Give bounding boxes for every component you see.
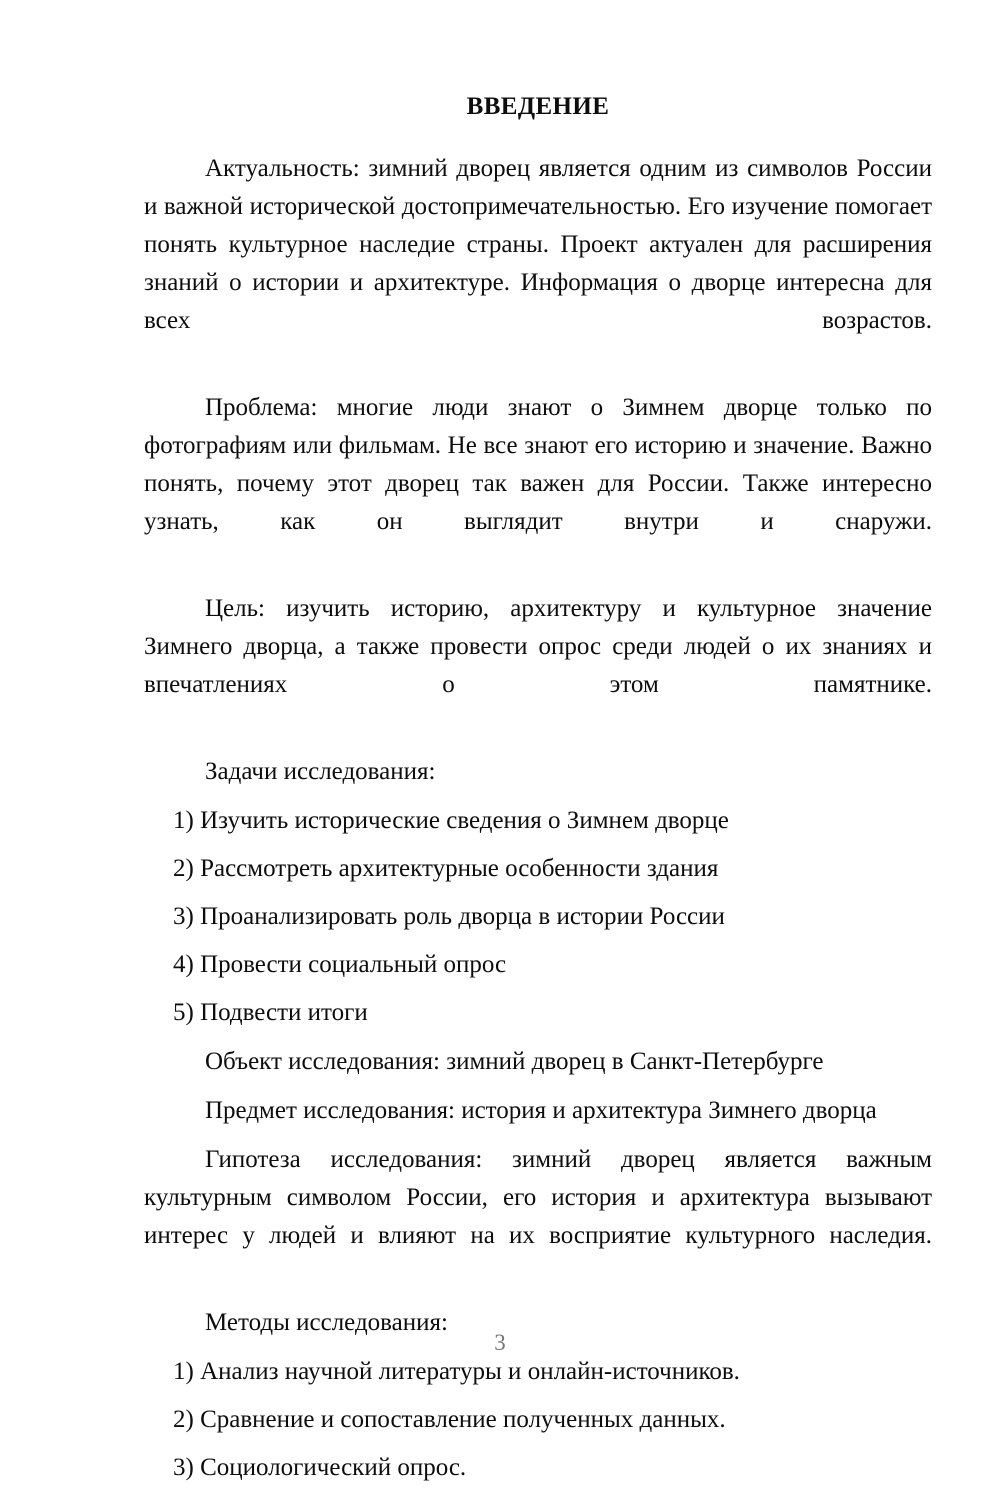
tasks-heading: Задачи исследования:	[205, 758, 436, 785]
list-item: 4) Провести социальный опрос	[173, 951, 507, 978]
page-title: ВВЕДЕНИЕ	[466, 93, 610, 120]
research-object: Объект исследования: зимний дворец в Санкт-Петербурге	[205, 1048, 824, 1075]
methods-heading: Методы исследования:	[205, 1309, 448, 1336]
list-item: 2) Сравнение и сопоставление полученных данных.	[173, 1406, 726, 1433]
paragraph-goal: Цель: изучить историю, архитектуру и культурное значение Зимнего дворца, а также провести опрос среди людей о их знаниях и впечатлениях о этом памятнике.	[144, 595, 932, 698]
research-subject: Предмет исследования: история и архитектура Зимнего дворца	[205, 1097, 877, 1124]
page-number: 3	[494, 1330, 506, 1355]
paragraph-hypothesis: Гипотеза исследования: зимний дворец является важным культурным символом России, его история и архитектура вызывают интерес у людей и влияют на их восприятие культурного наследия.	[144, 1146, 932, 1249]
list-item: 3) Социологический опрос.	[173, 1454, 467, 1481]
methods-list	[144, 1353, 932, 1487]
list-item: 5) Подвести итоги	[173, 999, 368, 1026]
list-item: 1) Изучить исторические сведения о Зимнем дворце	[173, 807, 729, 834]
list-item: 3) Проанализировать роль дворца в истории России	[173, 903, 725, 930]
paragraph-problem: Проблема: многие люди знают о Зимнем дворце только по фотографиям или фильмам. Не все знают его историю и значение. Важно понять, почему этот дворец так важен для России. Также интересно узнать, как он выглядит внутри и снаружи.	[144, 394, 932, 535]
list-item: 2) Рассмотреть архитектурные особенности здания	[173, 855, 719, 882]
document-body	[144, 88, 932, 1498]
tasks-list	[144, 802, 932, 1032]
list-item: 1) Анализ научной литературы и онлайн-источников.	[173, 1358, 740, 1385]
paragraph-relevance: Актуальность: зимний дворец является одним из символов России и важной исторической достопримечательностью. Его изучение помогает понять культурное наследие страны. Проект актуален для расширения знаний о истории и архитектуре. Информация о дворце интересна для всех возрастов.	[144, 155, 932, 334]
